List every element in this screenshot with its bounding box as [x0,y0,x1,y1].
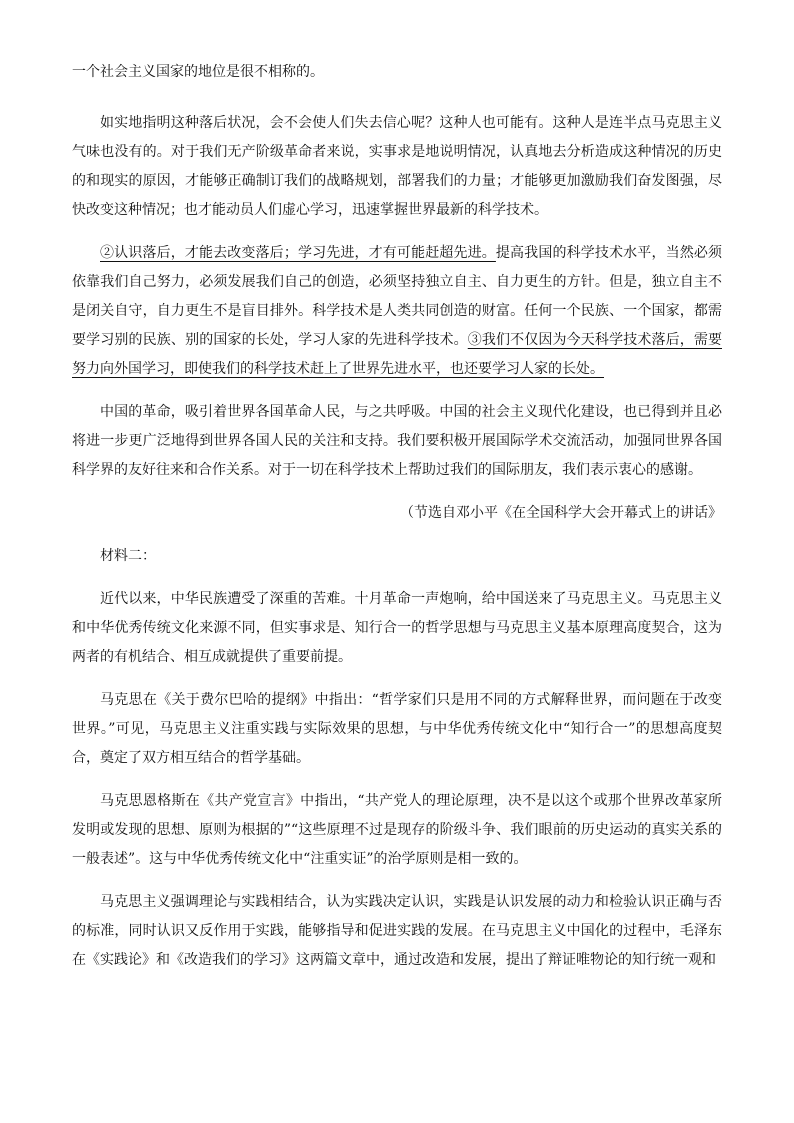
material-two-label: 材料二： [100,548,156,564]
underlined-sentence-2: ②认识落后，才能去改变落后；学习先进，才有可能赶超先进。 [100,245,496,261]
paragraph-manifesto: 马克思恩格斯在《共产党宣言》中指出，“共产党人的理论原理，决不是以这个或那个世界改革家所发明或发现的思想、原则为根据的”“这些原理不过是现存的阶级斗争、我们眼前的历史运动的真实关系的一般表述”。这与中华优秀传统文化中“注重实证”的治学原则是相一致的。 [72,793,722,867]
paragraph-marxism-intro: 近代以来，中华民族遭受了深重的苦难。十月革命一声炮响，给中国送来了马克思主义。马克思主义和中华优秀传统文化来源不同，但实事求是、知行合一的哲学思想与马克思主义基本原理高度契合，这为两者的有机结合、相互成就提供了重要前提。 [72,591,722,665]
underlined-sentence-3: ③我们不仅因为今天科学技术落后，需要努力向外国学习，即使我们的科学技术赶上了世界先进水平，也还要学习人家的长处。 [72,332,722,377]
paragraph-learn-advanced [72,239,722,384]
paragraph-middle-text: 提高我国的科学技术水平，当然必须依靠我们自己努力，必须发展我们自己的创造，必须坚持独立自主、自力更生的方针。但是，独立自主不是闭关自守，自力更生不是盲目排外。科学技术是人类共同创造的财富。任何一个民族、一个国家，都需要学习别的民族、别的国家的长处，学习人家的先进科学技术。 [72,245,722,348]
paragraph-international: 中国的革命，吸引着世界各国革命人民，与之共呼吸。中国的社会主义现代化建设，也已得到并且必将进一步更广泛地得到世界各国人民的关注和支持。我们要积极开展国际学术交流活动，加强同世界各国科学界的友好往来和合作关系。对于一切在科学技术上帮助过我们的国际朋友，我们表示衷心的感谢。 [72,404,722,478]
paragraph-theory-practice: 马克思主义强调理论与实践相结合，认为实践决定认识，实践是认识发展的动力和检验认识正确与否的标准，同时认识又反作用于实践，能够指导和促进实践的发展。在马克思主义中国化的过程中，毛泽东在《实践论》和《改造我们的学习》这两篇文章中，通过改造和发展，提出了辩证唯物论的知行统一观和 [72,894,722,968]
source-citation: （节选自邓小平《在全国科学大会开幕式上的讲话》 [400,505,722,521]
paragraph-feuerbach: 马克思在《关于费尔巴哈的提纲》中指出：“哲学家们只是用不同的方式解释世界，而问题在于改变世界。”可见，马克思主义注重实践与实际效果的思想，与中华优秀传统文化中“知行合一”的思想高度契合，奠定了双方相互结合的哲学基础。 [72,692,722,766]
paragraph-continuation: 一个社会主义国家的地位是很不相称的。 [72,64,324,80]
document-page [72,58,722,989]
paragraph-backwardness: 如实地指明这种落后状况，会不会使人们失去信心呢？这种人也可能有。这种人是连半点马克思主义气味也没有的。对于我们无产阶级革命者来说，实事求是地说明情况，认真地去分析造成这种情况的历史的和现实的原因，才能够正确制订我们的战略规划，部署我们的力量；才能够更加激励我们奋发图强，尽快改变这种情况；也才能动员人们虚心学习，迅速掌握世界最新的科学技术。 [72,115,722,218]
